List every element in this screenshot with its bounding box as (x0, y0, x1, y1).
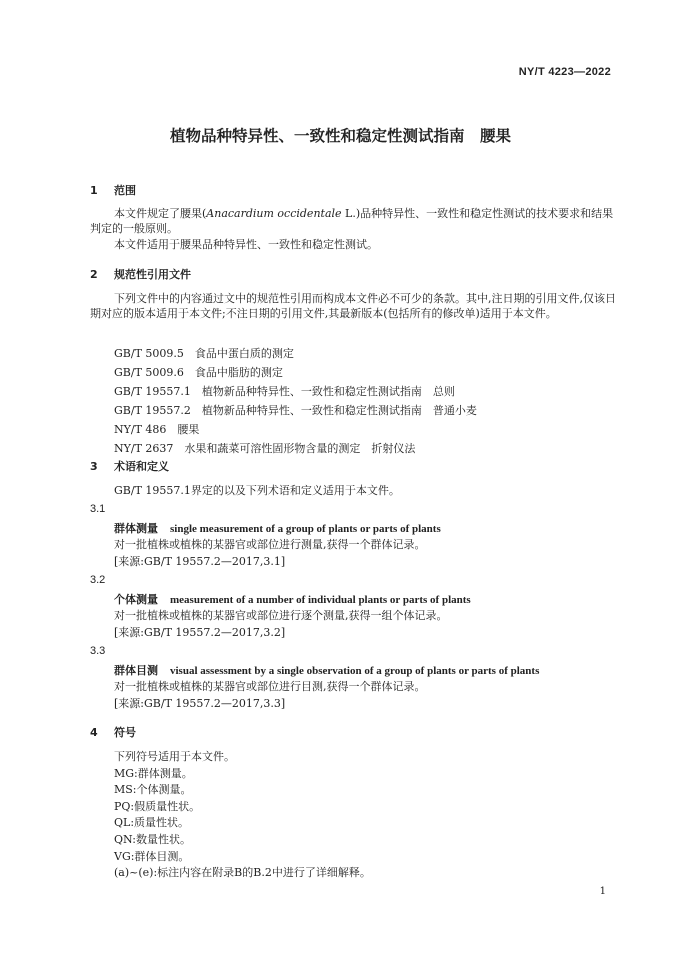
term-number: 3.3 (90, 645, 106, 657)
term-number: 3.1 (90, 503, 106, 515)
term-source: [来源:GB/T 19557.2—2017,3.1] (114, 555, 286, 568)
list-item: PQ:假质量性状。 (114, 799, 201, 813)
section-title: 术语和定义 (114, 460, 169, 473)
latin-name: Anacardium occidentale (206, 207, 342, 220)
list-item: MG:群体测量。 (114, 766, 193, 780)
section-title: 范围 (114, 184, 136, 197)
list-item: NY/T 2637 水果和蔬菜可溶性固形物含量的测定 折射仪法 (114, 442, 416, 455)
term-title (114, 520, 441, 536)
list-item: QN:数量性状。 (114, 832, 191, 846)
section-1-heading (90, 182, 136, 198)
section-number: 2 (90, 268, 98, 281)
section-number: 3 (90, 460, 98, 473)
section-3-intro: GB/T 19557.1界定的以及下列术语和定义适用于本文件。 (114, 484, 400, 497)
reference-list (114, 344, 477, 458)
list-item: GB/T 19557.1 植物新品种特异性、一致性和稳定性测试指南 总则 (114, 385, 455, 398)
term-source: [来源:GB/T 19557.2—2017,3.3] (114, 697, 286, 710)
page-title: 植物品种特异性、一致性和稳定性测试指南 腰果 (169, 127, 511, 145)
text: 本文件规定了腰果( (114, 207, 207, 220)
term-title (114, 662, 539, 678)
section-2-intro: 下列文件中的内容通过文中的规范性引用而构成本文件必不可少的条款。其中,注日期的引用文件,仅该日期对应的版本适用于本文件;不注日期的引用文件,其最新版本(包括所有的修改单)适用于本文件。 (90, 292, 616, 321)
term-cn: 群体测量 (114, 522, 158, 535)
section-1-paragraph-1 (90, 206, 620, 237)
list-item: GB/T 5009.5 食品中蛋白质的测定 (114, 347, 294, 360)
term-en: single measurement of a group of plants or parts of plants (170, 523, 441, 535)
list-item: MS:个体测量。 (114, 783, 192, 797)
section-title: 规范性引用文件 (114, 268, 191, 281)
list-item: GB/T 5009.6 食品中脂肪的测定 (114, 366, 283, 379)
list-item: VG:群体目测。 (114, 849, 190, 863)
section-4-heading (90, 724, 136, 740)
term-title (114, 591, 471, 607)
section-1-paragraph-2: 本文件适用于腰果品种特异性、一致性和稳定性测试。 (114, 238, 378, 251)
term-cn: 个体测量 (114, 593, 158, 606)
term-cn: 群体目测 (114, 664, 158, 677)
list-item: NY/T 486 腰果 (114, 423, 200, 436)
term-definition: 对一批植株或植株的某器官或部位进行逐个测量,获得一组个体记录。 (114, 609, 448, 622)
symbol-list (114, 749, 371, 882)
list-item: (a)~(e):标注内容在附录B的B.2中进行了详细解释。 (114, 866, 371, 880)
section-title: 符号 (114, 726, 136, 739)
list-item: QL:质量性状。 (114, 816, 190, 830)
term-source: [来源:GB/T 19557.2—2017,3.2] (114, 626, 286, 639)
document-code: NY/T 4223—2022 (518, 66, 611, 78)
term-definition: 对一批植株或植株的某器官或部位进行目测,获得一个群体记录。 (114, 680, 426, 693)
section-2-heading (90, 266, 191, 282)
symbols-intro: 下列符号适用于本文件。 (114, 750, 235, 763)
page-number: 1 (599, 886, 606, 897)
term-definition: 对一批植株或植株的某器官或部位进行测量,获得一个群体记录。 (114, 538, 426, 551)
text: L.)品种特异性、一致性和稳定性测试的技术要求和结果判定的一般原则。 (90, 207, 614, 236)
section-number: 4 (90, 726, 98, 739)
term-en: visual assessment by a single observation of a group of plants or parts of plants (170, 665, 540, 677)
section-number: 1 (90, 184, 98, 197)
list-item: GB/T 19557.2 植物新品种特异性、一致性和稳定性测试指南 普通小麦 (114, 404, 477, 417)
term-en: measurement of a number of individual plants or parts of plants (170, 594, 471, 606)
term-number: 3.2 (90, 574, 106, 586)
section-3-heading (90, 458, 169, 474)
